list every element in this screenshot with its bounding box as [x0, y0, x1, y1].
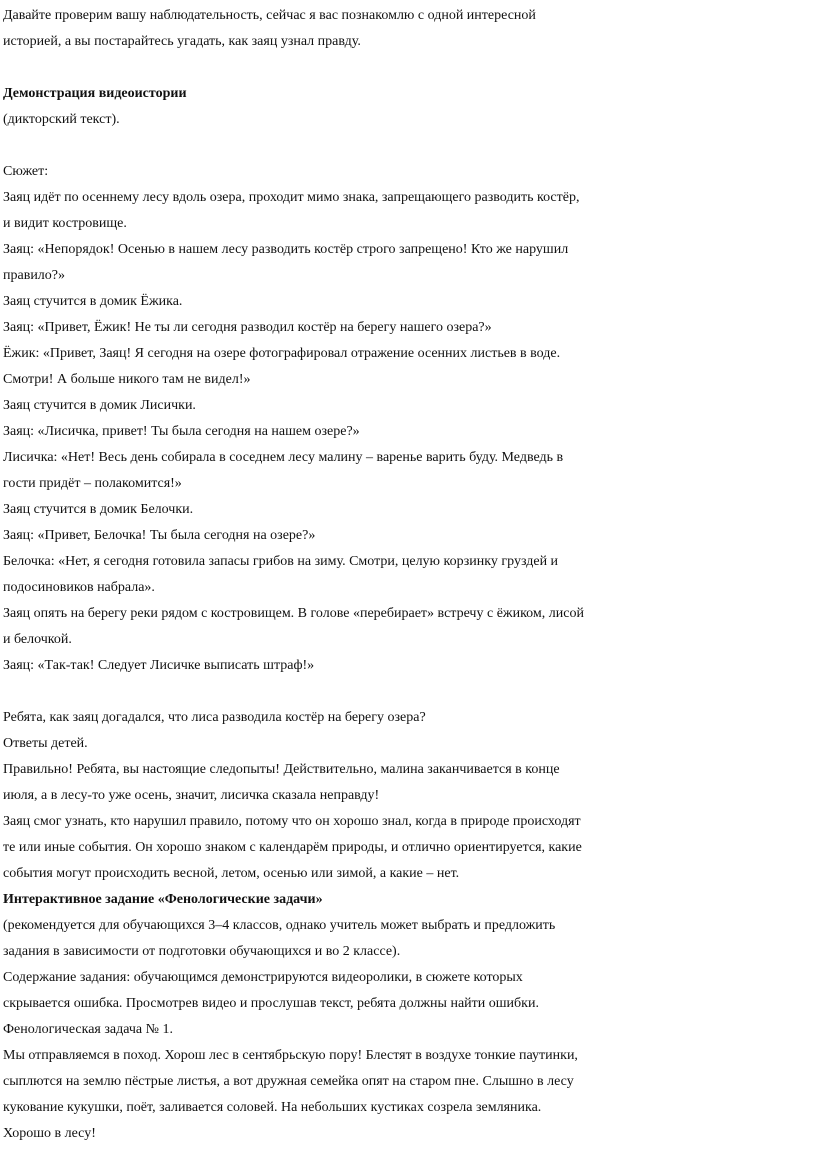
text-line: Лисичка: «Нет! Весь день собирала в соседнем лесу малину – варенье варить буду. Медведь в: [3, 450, 564, 465]
blank-line: [0, 679, 816, 705]
text-line: (рекомендуется для обучающихся 3–4 классов, однако учитель может выбрать и предложить: [3, 918, 556, 933]
text-line: события могут происходить весной, летом, осенью или зимой, а какие – нет.: [3, 866, 460, 881]
text-line: Хорошо в лесу!: [3, 1126, 96, 1141]
text-line: Смотри! А больше никого там не видел!»: [3, 372, 251, 387]
text-line: Заяц смог узнать, кто нарушил правило, потому что он хорошо знал, когда в природе происходят: [3, 814, 581, 829]
text-line: подосиновиков набрала».: [3, 580, 155, 595]
text-line: Ответы детей.: [3, 736, 88, 751]
text-line: Правильно! Ребята, вы настоящие следопыты! Действительно, малина заканчивается в конце: [3, 762, 560, 777]
text-line: Белочка: «Нет, я сегодня готовила запасы грибов на зиму. Смотри, целую корзинку груздей и: [3, 554, 559, 569]
text-line: Содержание задания: обучающимся демонстрируются видеоролики, в сюжете которых: [3, 970, 523, 985]
text-line: Фенологическая задача № 1.: [3, 1022, 173, 1037]
section-heading: Интерактивное задание «Фенологические задачи»: [3, 892, 323, 907]
section-heading: Демонстрация видеоистории: [3, 86, 187, 101]
text-line: Заяц идёт по осеннему лесу вдоль озера, проходит мимо знака, запрещающего разводить костёр,: [3, 190, 580, 205]
text-line: и белочкой.: [3, 632, 72, 647]
text-line: сыплются на землю пёстрые листья, а вот дружная семейка опят на старом пне. Слышно в лесу: [3, 1074, 574, 1089]
text-line: Заяц: «Привет, Белочка! Ты была сегодня на озере?»: [3, 528, 316, 543]
text-line: Заяц опять на берегу реки рядом с костровищем. В голове «перебирает» встречу с ёжиком, лисой: [3, 606, 584, 621]
blank-line: [0, 133, 816, 159]
blank-line: [0, 55, 816, 81]
text-line: кукование кукушки, поёт, заливается соловей. На небольших кустиках созрела земляника.: [3, 1100, 542, 1115]
text-line: те или иные события. Он хорошо знаком с календарём природы, и отлично ориентируется, какие: [3, 840, 582, 855]
text-line: Заяц: «Так-так! Следует Лисичке выписать штраф!»: [3, 658, 315, 673]
text-line: Заяц стучится в домик Белочки.: [3, 502, 194, 517]
text-line: июля, а в лесу-то уже осень, значит, лисичка сказала неправду!: [3, 788, 380, 803]
text-line: Ребята, как заяц догадался, что лиса разводила костёр на берегу озера?: [3, 710, 426, 725]
text-line: Сюжет:: [3, 164, 49, 179]
text-line: Заяц: «Лисичка, привет! Ты была сегодня на нашем озере?»: [3, 424, 360, 439]
text-line: Ёжик: «Привет, Заяц! Я сегодня на озере фотографировал отражение осенних листьев в воде.: [3, 346, 561, 361]
text-line: Заяц стучится в домик Ёжика.: [3, 294, 183, 309]
text-line: Заяц: «Привет, Ёжик! Не ты ли сегодня разводил костёр на берегу нашего озера?»: [3, 320, 492, 335]
text-line: гости придёт – полакомится!»: [3, 476, 182, 491]
text-line: задания в зависимости от подготовки обучающихся и во 2 классе).: [3, 944, 401, 959]
text-line: скрывается ошибка. Просмотрев видео и прослушав текст, ребята должны найти ошибки.: [3, 996, 539, 1011]
text-line: и видит костровище.: [3, 216, 127, 231]
text-line: правило?»: [3, 268, 66, 283]
text-line: Заяц стучится в домик Лисички.: [3, 398, 196, 413]
text-line: Давайте проверим вашу наблюдательность, сейчас я вас познакомлю с одной интересной: [3, 8, 536, 23]
text-line: Заяц: «Непорядок! Осенью в нашем лесу разводить костёр строго запрещено! Кто же нарушил: [3, 242, 569, 257]
text-line: историей, а вы постарайтесь угадать, как заяц узнал правду.: [3, 34, 361, 49]
text-line: (дикторский текст).: [3, 112, 120, 127]
text-line: Мы отправляемся в поход. Хорош лес в сентябрьскую пору! Блестят в воздухе тонкие паутинки,: [3, 1048, 578, 1063]
